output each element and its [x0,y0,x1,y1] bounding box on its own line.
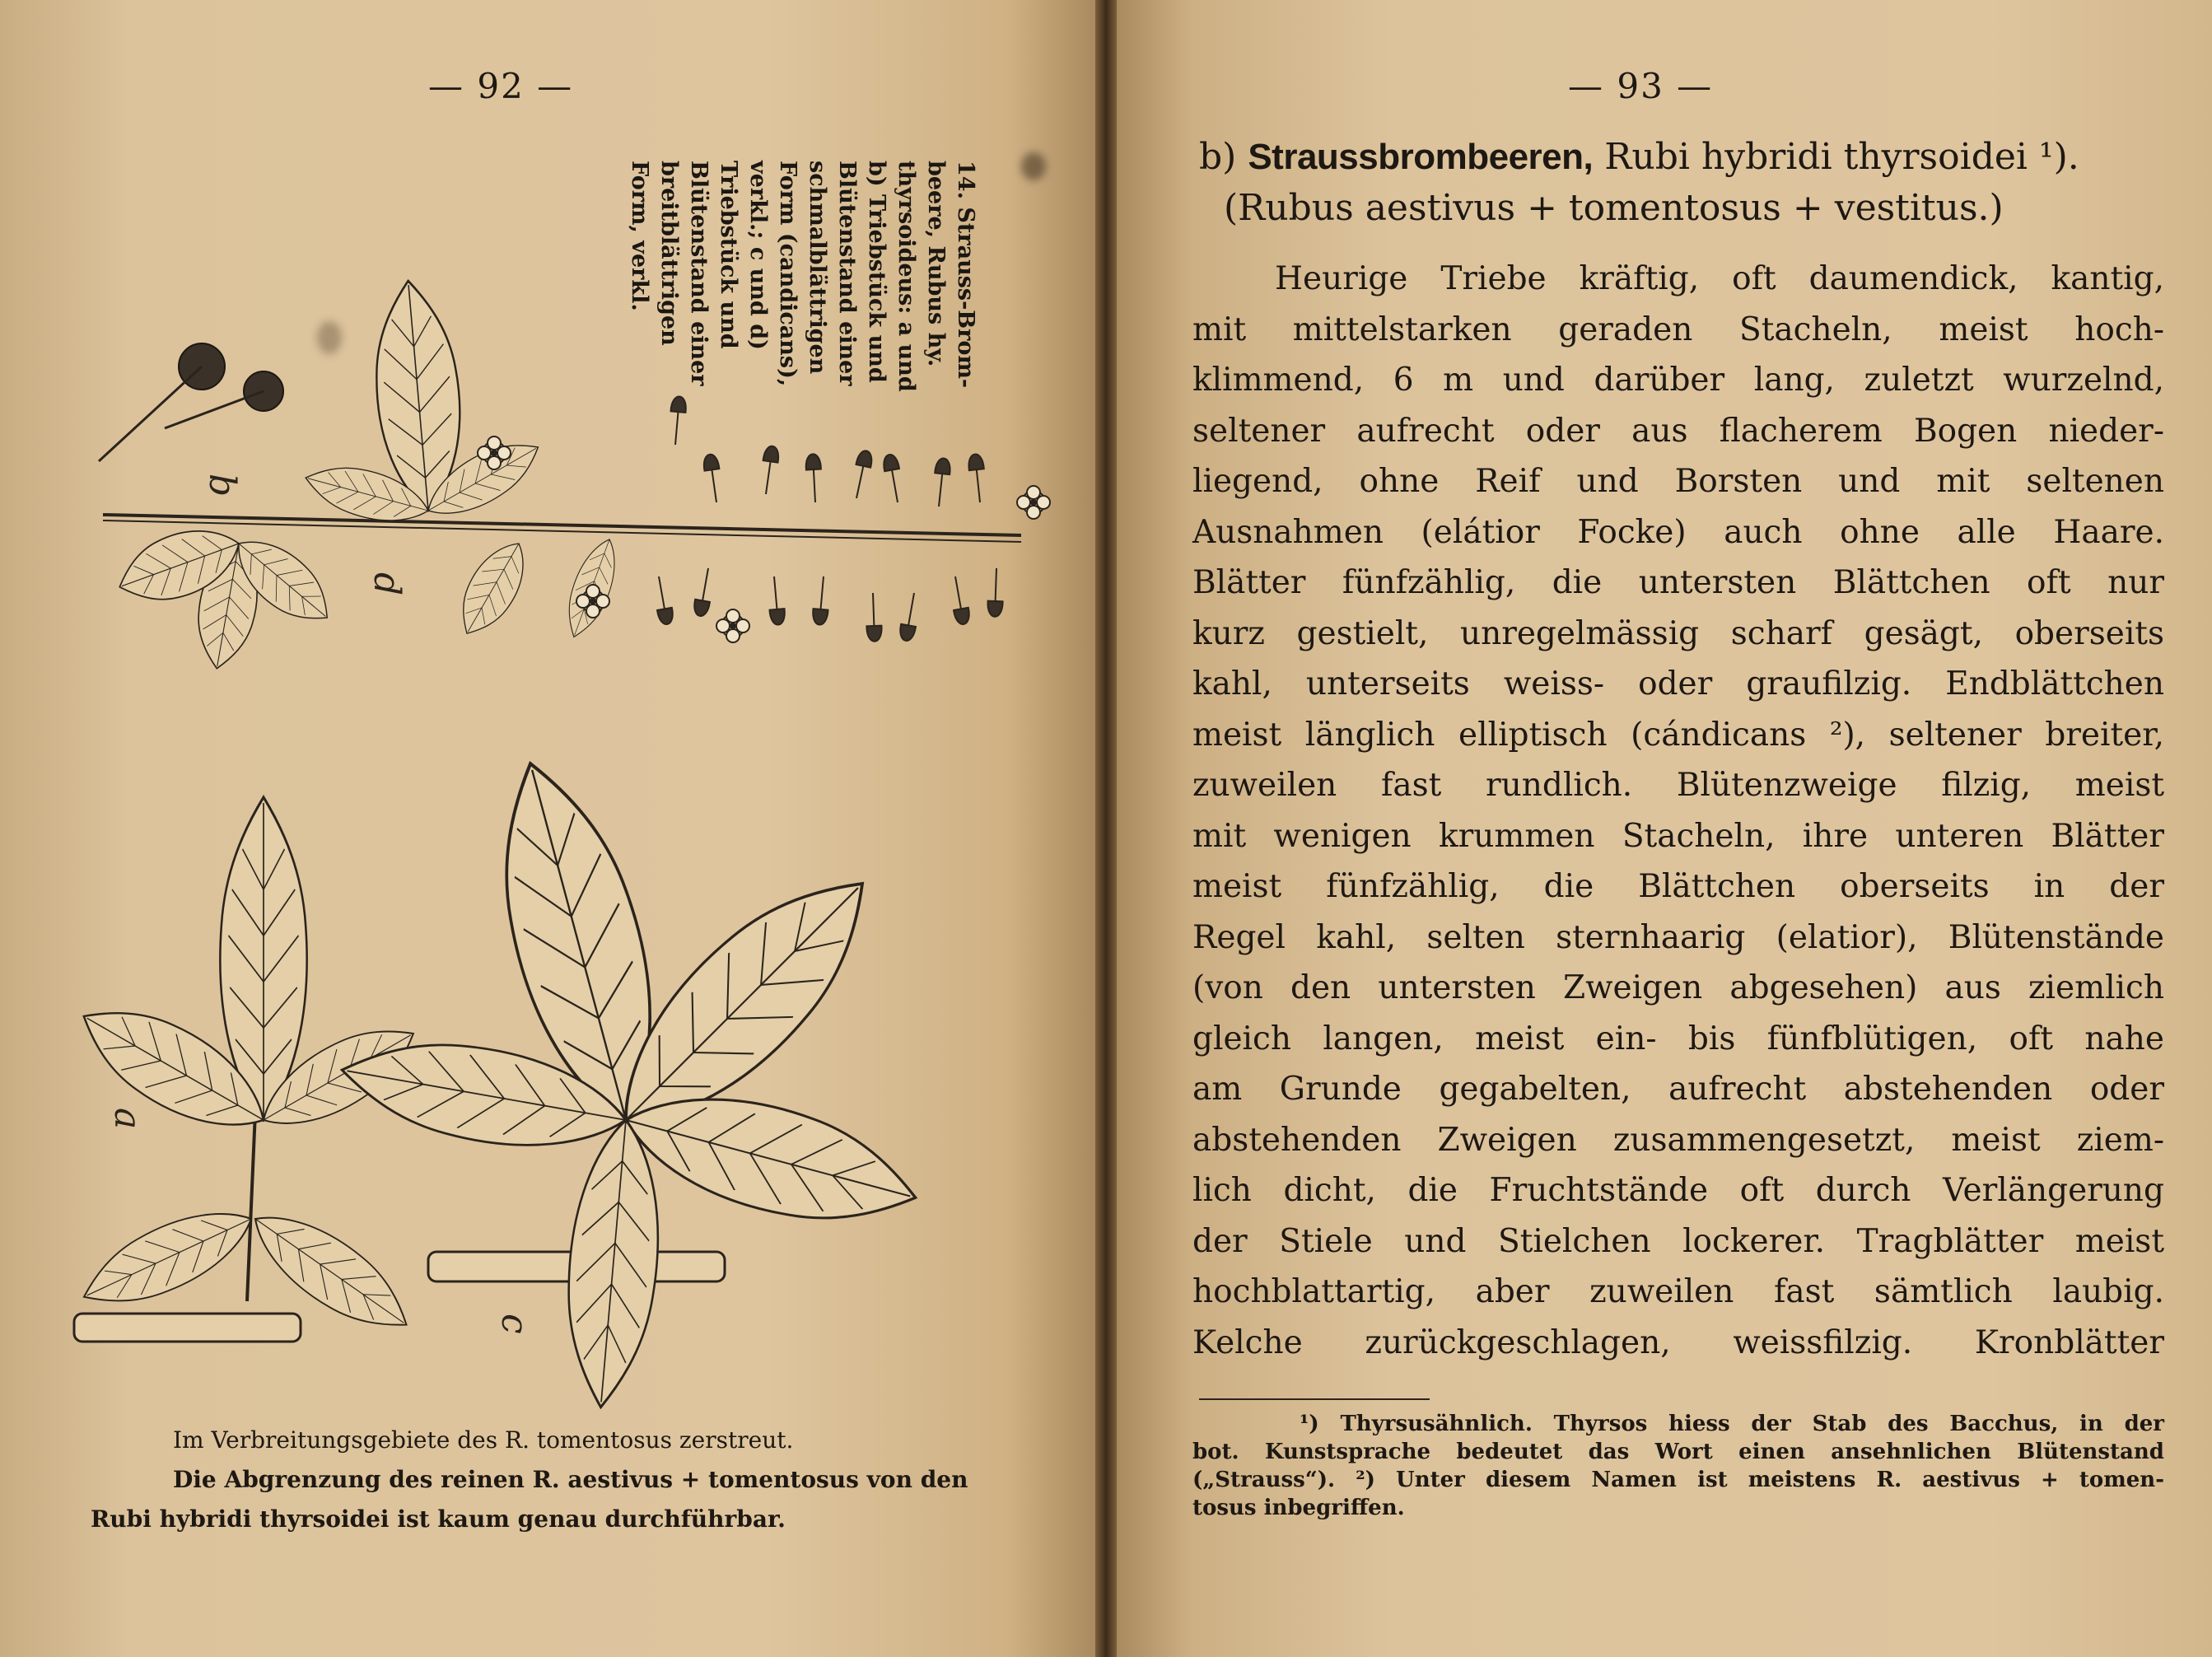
body-line: liegend, ohne Reif und Borsten und mit seltenen [1192,463,2164,500]
body-line: kahl, unterseits weiss- oder graufilzig. Endblättchen [1192,665,2164,702]
body-line: meist länglich elliptisch (cándicans ²), seltener breiter, [1192,716,2164,754]
caption-line: thyrsoideus: a und [894,161,919,392]
left-page [0,0,1095,1657]
section-heading [1199,132,2171,234]
footnote-line: tosus inbegriffen. [1192,1496,1405,1520]
body-line: zuweilen fast rundlich. Blütenzweige filzig, meist [1192,767,2164,804]
body-line: hochblattartig, aber zuweilen fast sämtlich laubig. [1192,1273,2164,1310]
body-line: Blätter fünfzählig, die untersten Blättchen oft nur [1192,564,2164,601]
footnote-line: („Strauss“). ²) Unter diesem Namen ist meistens R. aestivus + tomen- [1192,1468,2164,1492]
heading-latin: Rubi hybridi thyrsoidei ¹). [1593,136,2079,178]
figure-letter-b: b [201,474,243,497]
cane-a [74,1314,301,1342]
caption-line: Blütenstand einer [834,161,860,386]
caption-line: Triebstück und [716,161,741,349]
body-line: gleich langen, meist ein- bis fünfblütigen, oft nahe [1192,1020,2164,1057]
body-line: klimmend, 6 m und darüber lang, zuletzt wurzelnd, [1192,362,2164,399]
distribution-note: Im Verbreitungsgebiete des R. tomentosus zerstreut. [173,1426,794,1454]
footnote-line: ¹) Thyrsusähnlich. Thyrsos hiess der Stab des Bacchus, in der [1300,1412,2164,1436]
footnote-rule [1199,1398,1430,1400]
figure-letter-d: d [366,572,408,596]
body-line: der Stiele und Stielchen lockerer. Tragblätter meist [1192,1222,2164,1260]
footnote-line: bot. Kunstsprache bedeutet das Wort einen ansehnlichen Blütenstand [1192,1440,2164,1464]
page-number-right: — 93 — [1568,66,1714,106]
caption-line: Blütenstand einer [686,161,712,386]
page-number-left: — 92 — [428,66,574,106]
body-line: lich dicht, die Fruchtstände oft durch Verlängerung [1192,1172,2164,1209]
plate-caption [624,161,980,441]
body-line: seltener aufrecht oder aus flacherem Bogen nieder- [1192,412,2164,450]
caption-line: beere, Rubus hy. [923,161,949,367]
figure-letter-c: c [493,1314,535,1334]
heading-synonym: (Rubus aestivus + tomentosus + vestitus.) [1224,187,2004,229]
body-line: mit wenigen krummen Stacheln, ihre unteren Blätter [1192,817,2164,855]
body-line: Heurige Triebe kräftig, oft daumendick, kantig, [1275,260,2164,297]
left-page-text [91,1421,1046,1539]
body-line: meist fünfzählig, die Blättchen oberseits in der [1192,868,2164,905]
caption-line: breitblättrigen [656,161,682,346]
body-line: Ausnahmen (elátior Focke) auch ohne alle Haare. [1192,513,2164,551]
body-text [1192,254,2164,1368]
heading-prefix: b) [1199,136,1248,178]
right-page [1117,0,2212,1657]
caption-line: b) Triebstück und [864,161,889,383]
stem-b [103,515,1021,535]
delimitation-note: Die Abgrenzung des reinen R. aestivus + tomentosus von den [173,1466,968,1493]
footnotes [1192,1410,2164,1522]
heading-title: Straussbrombeeren, [1248,137,1594,177]
caption-line: Form, verkl. [627,161,652,311]
body-line: mit mittelstarken geraden Stacheln, meist hoch- [1192,310,2164,348]
caption-line: verkl.; c und d) [745,161,771,350]
caption-line: 14. Strauss-Brom- [953,161,978,389]
figure-letter-a: a [106,1108,148,1130]
body-line: (von den untersten Zweigen abgesehen) aus ziemlich [1192,969,2164,1006]
book-gutter [1095,0,1117,1657]
caption-line: Form (candicans), [775,161,800,387]
caption-line: schmalblättrigen [805,161,830,375]
body-line: am Grunde gegabelten, aufrecht abstehenden oder [1192,1071,2164,1108]
body-line: Kelche zurückgeschlagen, weissfilzig. Kronblätter [1192,1323,2164,1361]
delimitation-note-cont: Rubi hybridi thyrsoidei ist kaum genau durchführbar. [91,1505,786,1533]
body-line: Regel kahl, selten sternhaarig (elatior), Blütenstände [1192,918,2164,956]
body-line: kurz gestielt, unregelmässig scharf gesägt, oberseits [1192,614,2164,652]
body-line: abstehenden Zweigen zusammengesetzt, meist ziem- [1192,1121,2164,1159]
